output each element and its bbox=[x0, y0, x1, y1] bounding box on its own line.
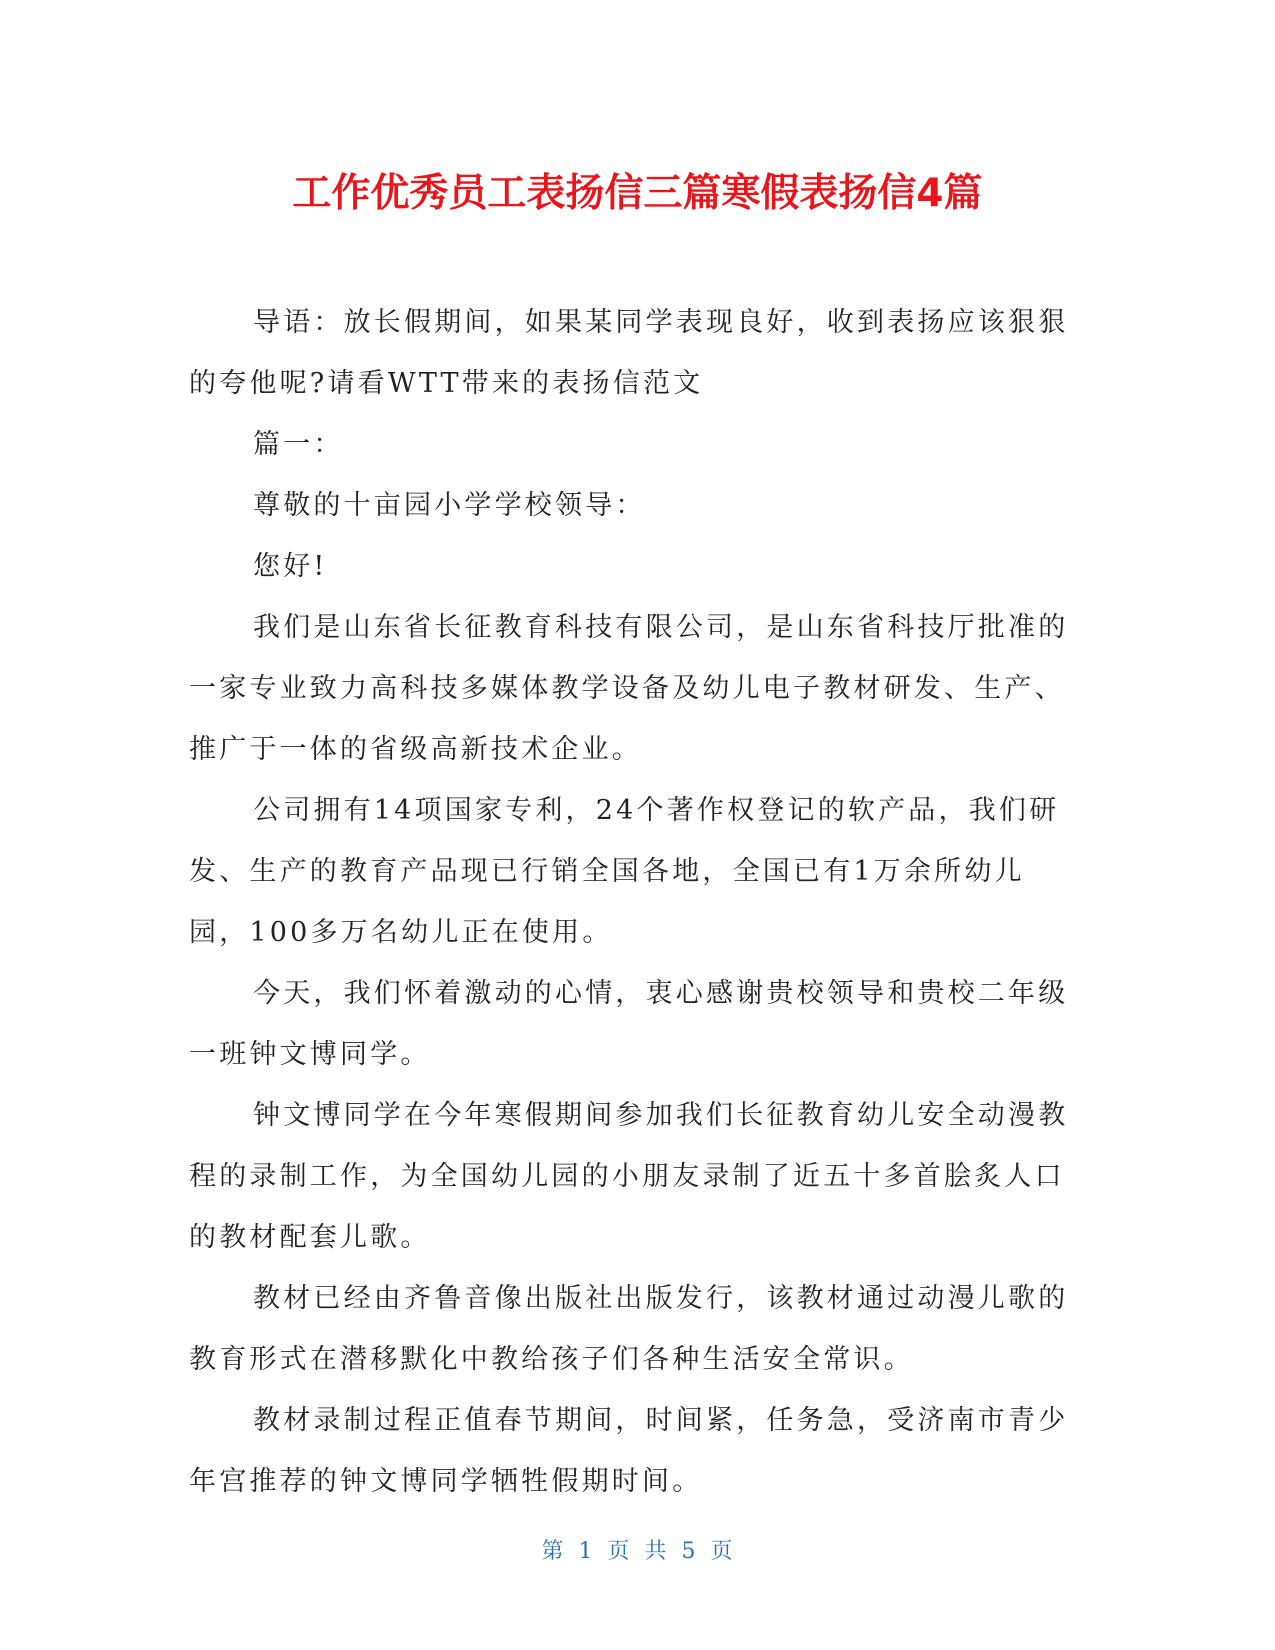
paragraph-company-patents: 公司拥有14项国家专利，24个著作权登记的软产品，我们研发、生产的教育产品现已行销全国各地，全国已有1万余所幼儿园，100多万名幼儿正在使用。 bbox=[189, 795, 1060, 948]
paragraph-student-work: 钟文博同学在今年寒假期间参加我们长征教育幼儿安全动漫教程的录制工作，为全国幼儿园的小朋友录制了近五十多首脍炙人口的教材配套儿歌。 bbox=[189, 1100, 1069, 1253]
document-body bbox=[189, 292, 1079, 1512]
paragraph-salutation: 尊敬的十亩园小学学校领导： bbox=[253, 490, 646, 521]
paragraph-section-heading: 篇一： bbox=[253, 429, 344, 460]
paragraph-recording: 教材录制过程正值春节期间，时间紧，任务急，受济南市青少年宫推荐的钟文博同学牺牲假期时间。 bbox=[189, 1405, 1069, 1497]
footer-page-label: 页 bbox=[607, 1539, 631, 1564]
page-footer bbox=[0, 1537, 1275, 1567]
document-title: 工作优秀员工表扬信三篇寒假表扬信4篇 bbox=[292, 171, 983, 216]
footer-prefix: 第 bbox=[541, 1539, 565, 1564]
footer-suffix: 页 bbox=[710, 1539, 734, 1564]
paragraph-intro: 导语：放长假期间，如果某同学表现良好，收到表扬应该狠狠的夸他呢?请看WTT带来的表扬信范文 bbox=[189, 307, 1069, 399]
footer-current-page: 1 bbox=[578, 1539, 594, 1564]
paragraph-publication: 教材已经由齐鲁音像出版社出版发行，该教材通过动漫儿歌的教育形式在潜移默化中教给孩子们各种生活安全常识。 bbox=[189, 1283, 1069, 1375]
footer-total-pages: 5 bbox=[681, 1539, 697, 1564]
paragraph-greeting: 您好! bbox=[253, 551, 328, 582]
footer-total-prefix: 共 bbox=[644, 1539, 668, 1564]
paragraph-company-intro: 我们是山东省长征教育科技有限公司，是山东省科技厅批准的一家专业致力高科技多媒体教学设备及幼儿电子教材研发、生产、推广于一体的省级高新技术企业。 bbox=[189, 612, 1069, 765]
paragraph-thanks: 今天，我们怀着激动的心情，衷心感谢贵校领导和贵校二年级一班钟文博同学。 bbox=[189, 978, 1069, 1070]
